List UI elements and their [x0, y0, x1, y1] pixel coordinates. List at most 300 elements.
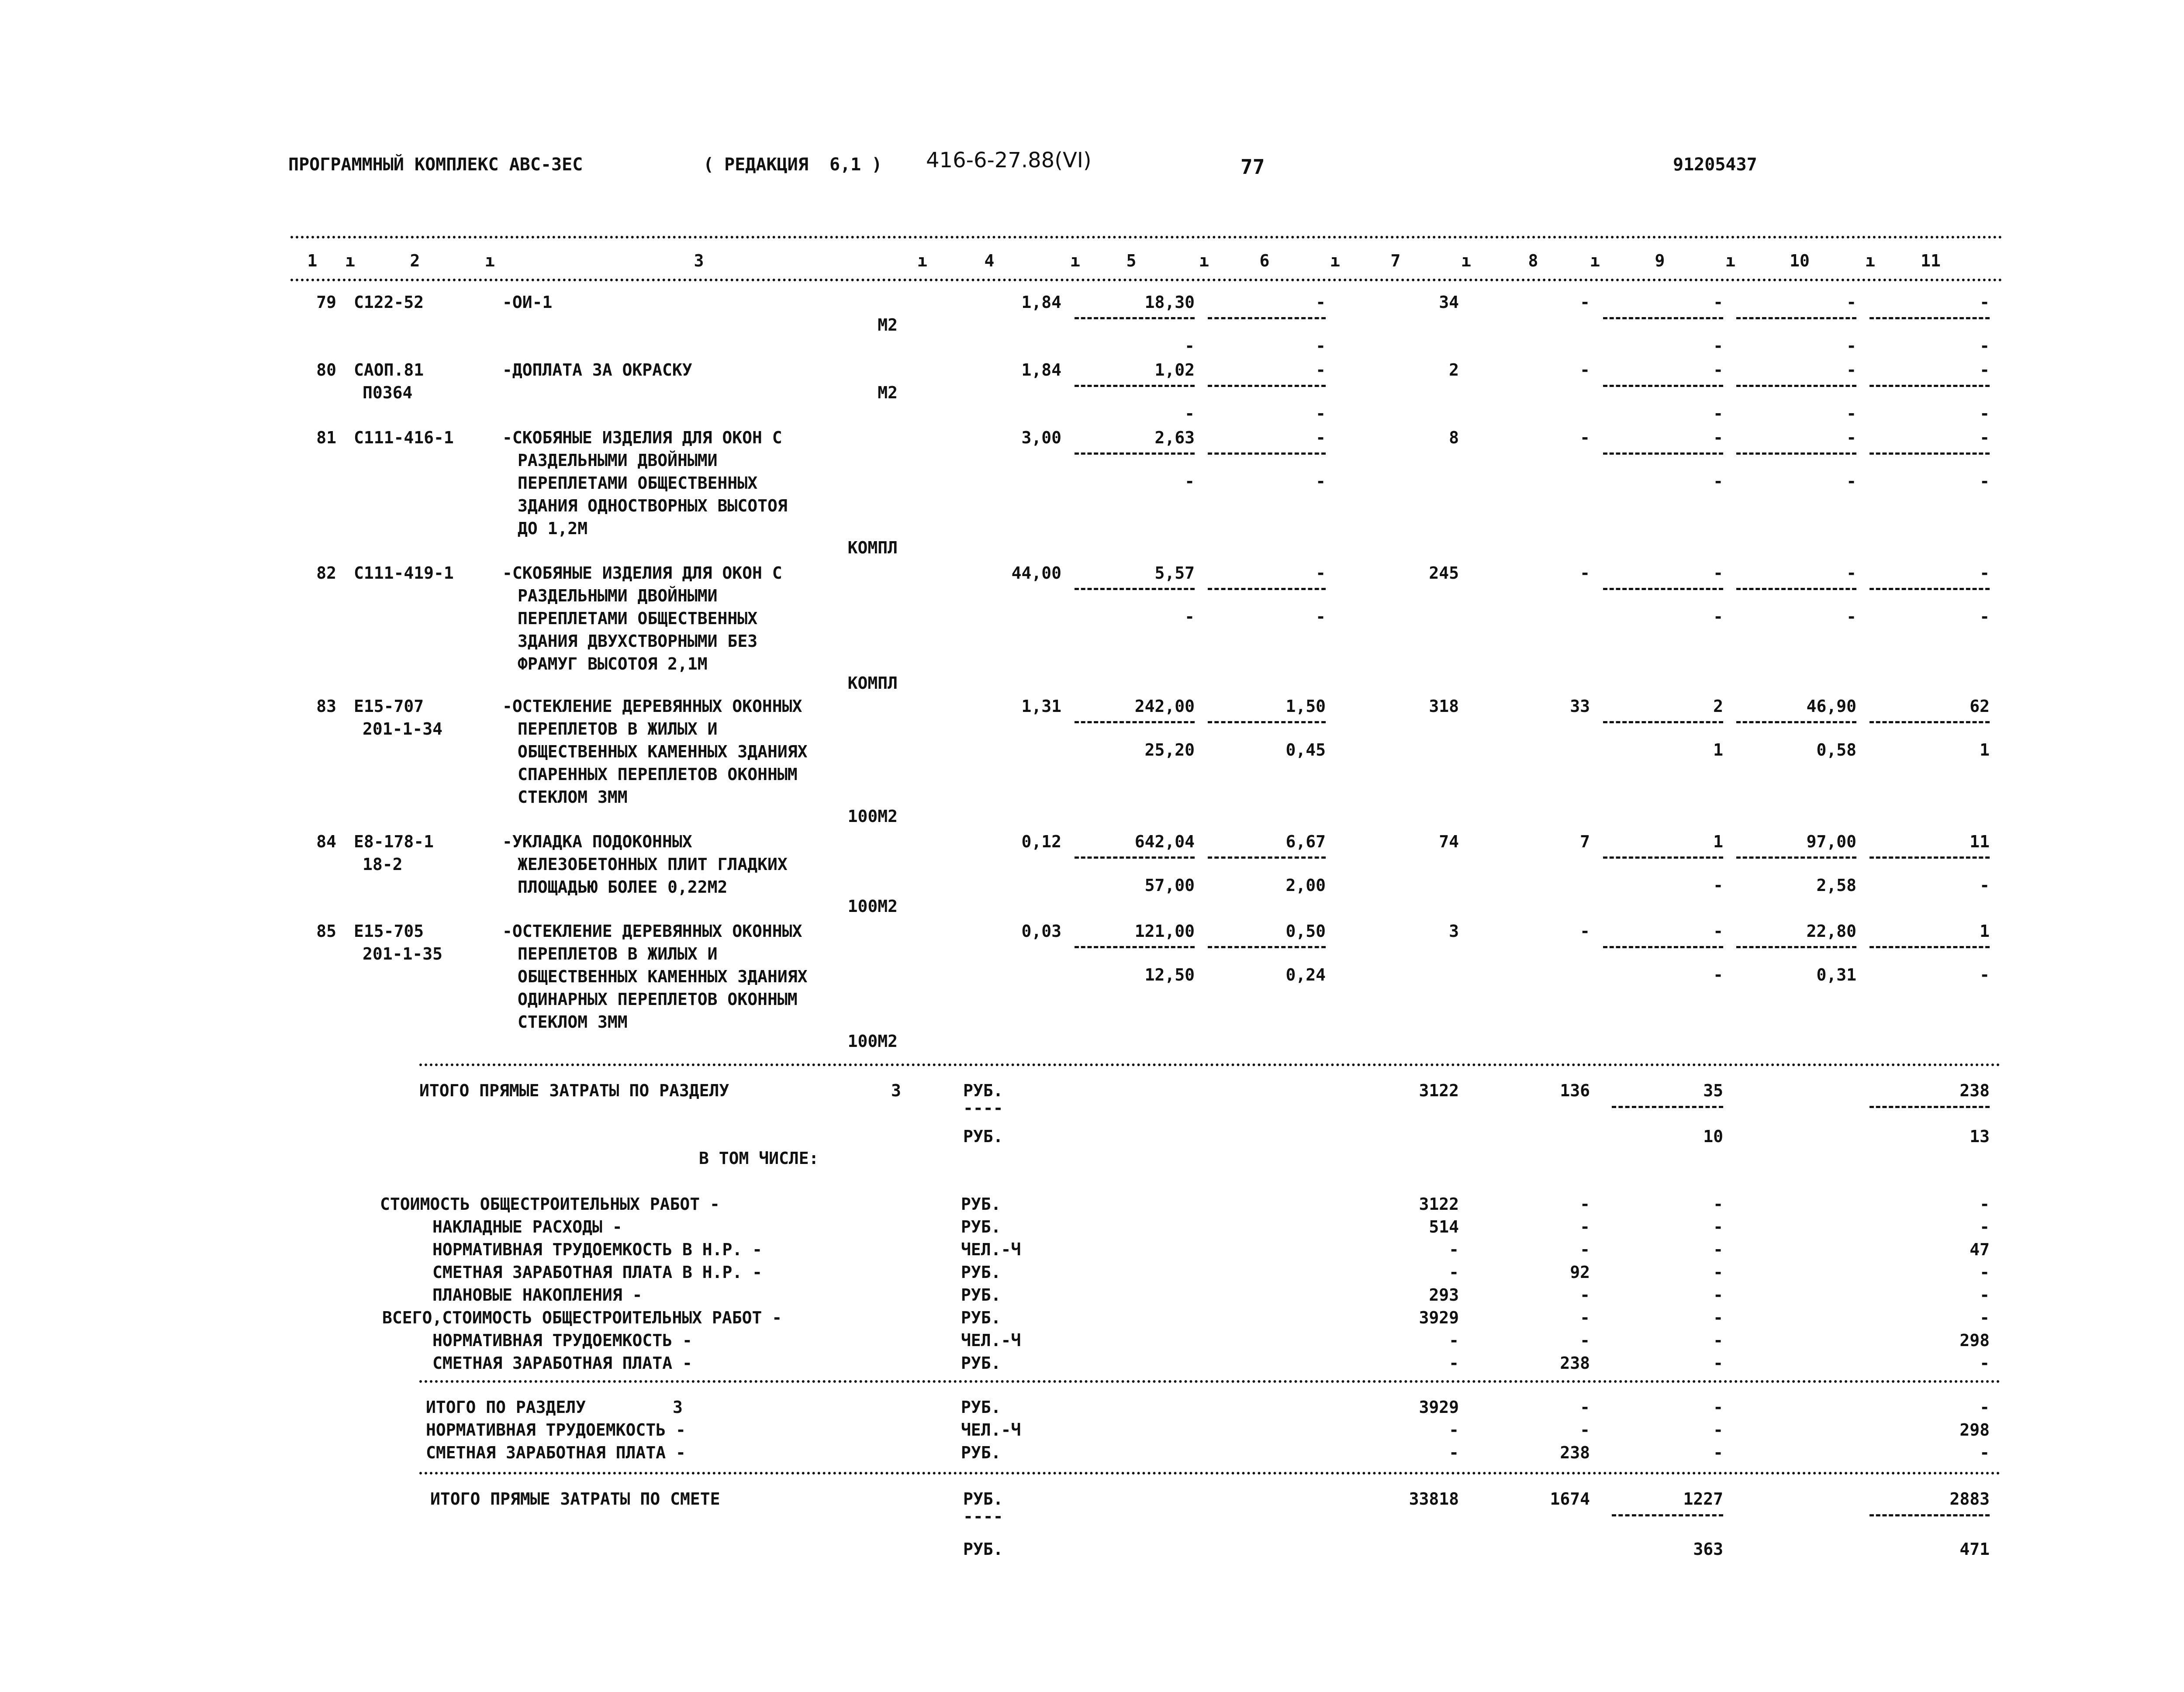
secondary-value-col-9: - [1713, 607, 1723, 626]
item-number: 81 [316, 428, 336, 447]
breakdown-col-9: - [1713, 1195, 1723, 1214]
value-col-9: - [1713, 563, 1723, 583]
breakdown-label: НОРМАТИВНАЯ ТРУДОЕМКОСТЬ - [432, 1331, 692, 1350]
section-total-col-9-secondary: 10 [1703, 1127, 1723, 1146]
item-description-line: СТЕКЛОМ 3ММ [518, 1012, 628, 1032]
breakdown-col-11: - [1980, 1354, 1990, 1373]
item-description-line: ПЛОЩАДЬЮ БОЛЕЕ 0,22М2 [518, 877, 728, 897]
item-code-2: 18-2 [363, 855, 403, 874]
value-separator [1075, 317, 1195, 319]
item-description-line: -ОСТЕКЛЕНИЕ ДЕРЕВЯННЫХ ОКОННЫХ [502, 697, 802, 716]
item-description-line: ОДИНАРНЫХ ПЕРЕПЛЕТОВ ОКОННЫМ [518, 990, 798, 1009]
section-summary-col-8: - [1580, 1420, 1590, 1440]
item-code: Е15-707 [354, 697, 424, 716]
item-description-line: РАЗДЕЛЬНЫМИ ДВОЙНЫМИ [518, 586, 718, 605]
secondary-value-col-10: - [1846, 404, 1856, 423]
estimate-total-col-9-secondary: 363 [1693, 1540, 1723, 1559]
value-col-4: 1,84 [1021, 293, 1061, 312]
estimate-total-separator-11 [1870, 1514, 1990, 1516]
breakdown-col-7: 3929 [1419, 1308, 1459, 1327]
page-number: 77 [1241, 155, 1265, 179]
estimate-total-separator-9 [1612, 1514, 1723, 1516]
item-description-line: ОБЩЕСТВЕННЫХ КАМЕННЫХ ЗДАНИЯХ [518, 742, 808, 761]
item-description-line: -УКЛАДКА ПОДОКОННЫХ [502, 832, 692, 851]
value-col-10: - [1846, 563, 1856, 583]
value-col-4: 44,00 [1011, 563, 1061, 583]
item-unit: М2 [878, 383, 898, 402]
column-number-1: 1 [307, 251, 318, 270]
item-code-2: 201-1-35 [363, 944, 443, 963]
item-description-line: ОБЩЕСТВЕННЫХ КАМЕННЫХ ЗДАНИЯХ [518, 967, 808, 986]
breakdown-label: СТОИМОСТЬ ОБЩЕСТРОИТЕЛЬНЫХ РАБОТ - [380, 1195, 720, 1214]
value-col-8: - [1580, 922, 1590, 941]
value-col-10: - [1846, 293, 1856, 312]
section-total-separator-11 [1870, 1106, 1990, 1108]
item-number: 80 [316, 360, 336, 380]
section-summary-label: НОРМАТИВНАЯ ТРУДОЕМКОСТЬ - [426, 1420, 686, 1440]
secondary-value-col-11: - [1980, 607, 1990, 626]
column-separator: ı [1590, 251, 1600, 270]
item-code: С111-416-1 [354, 428, 454, 447]
column-number-6: 6 [1259, 251, 1270, 270]
value-col-6: - [1316, 360, 1326, 380]
value-separator [1603, 317, 1723, 319]
value-col-5: 2,63 [1154, 428, 1195, 447]
estimate-total-col-7: 33818 [1409, 1489, 1459, 1509]
breakdown-col-11: - [1980, 1217, 1990, 1236]
breakdown-col-8: - [1580, 1308, 1590, 1327]
section-summary-col-8: 238 [1560, 1443, 1590, 1462]
value-col-5: 18,30 [1144, 293, 1195, 312]
value-separator [1603, 385, 1723, 387]
value-col-8: - [1580, 360, 1590, 380]
value-col-5: 121,00 [1134, 922, 1195, 941]
value-separator [1603, 856, 1723, 859]
value-separator [1870, 856, 1990, 859]
section-summary-col-11: 298 [1959, 1420, 1990, 1440]
breakdown-col-8: - [1580, 1285, 1590, 1305]
value-separator [1736, 317, 1856, 319]
value-col-4: 0,12 [1021, 832, 1061, 851]
breakdown-col-11: - [1980, 1285, 1990, 1305]
item-unit: 100М2 [847, 897, 898, 916]
section-total-separator-9 [1612, 1106, 1723, 1108]
rule-before-section-total [419, 1064, 2001, 1066]
breakdown-col-9: - [1713, 1240, 1723, 1259]
value-separator [1208, 856, 1326, 859]
item-unit: М2 [878, 315, 898, 335]
breakdown-unit: РУБ. [961, 1195, 1001, 1214]
section-summary-col-7: - [1449, 1443, 1459, 1462]
item-code-2: 201-1-34 [363, 719, 443, 739]
section-total-number: 3 [891, 1081, 901, 1100]
secondary-value-col-9: - [1713, 336, 1723, 356]
column-number-5: 5 [1126, 251, 1137, 270]
estimate-total-label: ИТОГО ПРЯМЫЕ ЗАТРАТЫ ПО СМЕТЕ [430, 1489, 720, 1509]
header-rule-bottom [290, 279, 2003, 281]
value-col-6: 0,50 [1286, 922, 1326, 941]
breakdown-unit: РУБ. [961, 1308, 1001, 1327]
value-col-7: 245 [1429, 563, 1459, 583]
secondary-value-col-6: 2,00 [1286, 876, 1326, 895]
breakdown-label: НОРМАТИВНАЯ ТРУДОЕМКОСТЬ В Н.Р. - [432, 1240, 762, 1259]
secondary-value-col-9: - [1713, 472, 1723, 491]
item-description-line: ФРАМУГ ВЫСОТОЯ 2,1М [518, 654, 708, 673]
value-separator [1736, 856, 1856, 859]
value-col-6: - [1316, 293, 1326, 312]
value-separator [1736, 588, 1856, 590]
breakdown-label: СМЕТНАЯ ЗАРАБОТНАЯ ПЛАТА - [432, 1354, 692, 1373]
value-col-8: 7 [1580, 832, 1590, 851]
value-col-6: - [1316, 428, 1326, 447]
section-summary-col-11: - [1980, 1398, 1990, 1417]
breakdown-unit: РУБ. [961, 1217, 1001, 1236]
item-unit: 100М2 [847, 807, 898, 826]
value-col-11: - [1980, 428, 1990, 447]
value-separator [1208, 588, 1326, 590]
estimate-total-unit: РУБ. [963, 1489, 1003, 1509]
secondary-value-col-11: - [1980, 472, 1990, 491]
column-separator: ı [485, 251, 495, 270]
secondary-value-col-10: - [1846, 607, 1856, 626]
value-separator [1870, 588, 1990, 590]
value-col-11: - [1980, 563, 1990, 583]
value-separator [1603, 452, 1723, 455]
section-total-dashes: ---- [963, 1098, 1003, 1118]
estimate-total-col-11: 2883 [1949, 1489, 1990, 1509]
secondary-value-col-5: 12,50 [1144, 965, 1195, 984]
breakdown-col-8: 238 [1560, 1354, 1590, 1373]
edition-label: ( РЕДАКЦИЯ 6,1 ) [703, 155, 882, 175]
value-col-4: 0,03 [1021, 922, 1061, 941]
breakdown-col-11: 298 [1959, 1331, 1990, 1350]
breakdown-col-7: 514 [1429, 1217, 1459, 1236]
section-summary-col-9: - [1713, 1420, 1723, 1440]
secondary-value-col-5: - [1185, 404, 1195, 423]
section-summary-col-7: - [1449, 1420, 1459, 1440]
item-description-line: ПЕРЕПЛЕТАМИ ОБЩЕСТВЕННЫХ [518, 473, 758, 493]
value-col-11: 1 [1980, 922, 1990, 941]
breakdown-col-7: - [1449, 1263, 1459, 1282]
estimate-total-dashes: ---- [963, 1507, 1003, 1526]
section-summary-label: ИТОГО ПО РАЗДЕЛУ [426, 1398, 586, 1417]
value-col-9: - [1713, 293, 1723, 312]
value-col-9: - [1713, 922, 1723, 941]
section-summary-unit: РУБ. [961, 1443, 1001, 1462]
value-separator [1736, 721, 1856, 723]
column-number-8: 8 [1528, 251, 1538, 270]
breakdown-col-7: - [1449, 1240, 1459, 1259]
secondary-value-col-11: - [1980, 965, 1990, 984]
value-separator [1075, 588, 1195, 590]
rule-before-section-summary [419, 1380, 2001, 1383]
breakdown-unit: РУБ. [961, 1285, 1001, 1305]
secondary-value-col-5: - [1185, 336, 1195, 356]
estimate-total-col-8: 1674 [1550, 1489, 1590, 1509]
breakdown-col-11: - [1980, 1308, 1990, 1327]
section-total-col-7: 3122 [1419, 1081, 1459, 1100]
value-separator [1736, 946, 1856, 948]
breakdown-col-11: - [1980, 1195, 1990, 1214]
value-separator [1736, 385, 1856, 387]
value-separator [1870, 317, 1990, 319]
section-summary-col-8: - [1580, 1398, 1590, 1417]
value-col-9: 1 [1713, 832, 1723, 851]
column-separator: ı [1199, 251, 1209, 270]
value-col-8: - [1580, 563, 1590, 583]
column-separator: ı [345, 251, 355, 270]
value-col-4: 1,31 [1021, 697, 1061, 716]
value-col-7: 8 [1449, 428, 1459, 447]
section-summary-col-9: - [1713, 1443, 1723, 1462]
column-number-9: 9 [1655, 251, 1665, 270]
value-col-5: 1,02 [1154, 360, 1195, 380]
secondary-value-col-10: - [1846, 336, 1856, 356]
value-col-4: 1,84 [1021, 360, 1061, 380]
value-col-9: - [1713, 360, 1723, 380]
header-rule-top [290, 236, 2003, 238]
value-col-8: - [1580, 428, 1590, 447]
item-number: 82 [316, 563, 336, 583]
secondary-value-col-9: - [1713, 965, 1723, 984]
item-description-line: -СКОБЯНЫЕ ИЗДЕЛИЯ ДЛЯ ОКОН С [502, 563, 782, 583]
breakdown-col-8: - [1580, 1195, 1590, 1214]
value-separator [1603, 721, 1723, 723]
item-description-line: -ОИ-1 [502, 293, 553, 312]
section-total-label: ИТОГО ПРЯМЫЕ ЗАТРАТЫ ПО РАЗДЕЛУ [419, 1081, 729, 1100]
estimate-total-unit-2: РУБ. [963, 1540, 1003, 1559]
handwritten-doc-code: 416-6-27.88(VI) [926, 148, 1092, 173]
value-col-11: - [1980, 360, 1990, 380]
estimate-total-col-9: 1227 [1683, 1489, 1723, 1509]
estimate-total-col-11-secondary: 471 [1959, 1540, 1990, 1559]
breakdown-col-9: - [1713, 1308, 1723, 1327]
column-number-3: 3 [694, 251, 704, 270]
breakdown-unit: ЧЕЛ.-Ч [961, 1331, 1021, 1350]
secondary-value-col-10: 0,31 [1816, 965, 1856, 984]
column-separator: ı [1330, 251, 1340, 270]
breakdown-col-8: - [1580, 1217, 1590, 1236]
item-code: С122-52 [354, 293, 424, 312]
value-col-7: 2 [1449, 360, 1459, 380]
section-summary-unit: РУБ. [961, 1398, 1001, 1417]
value-separator [1603, 588, 1723, 590]
value-col-7: 3 [1449, 922, 1459, 941]
value-col-9: - [1713, 428, 1723, 447]
item-description-line: РАЗДЕЛЬНЫМИ ДВОЙНЫМИ [518, 451, 718, 470]
item-number: 79 [316, 293, 336, 312]
document-id: 91205437 [1673, 155, 1757, 175]
secondary-value-col-10: 2,58 [1816, 876, 1856, 895]
breakdown-col-11: - [1980, 1263, 1990, 1282]
breakdown-col-7: - [1449, 1354, 1459, 1373]
value-col-6: 1,50 [1286, 697, 1326, 716]
section-summary-label: СМЕТНАЯ ЗАРАБОТНАЯ ПЛАТА - [426, 1443, 686, 1462]
breakdown-unit: РУБ. [961, 1263, 1001, 1282]
secondary-value-col-9: - [1713, 404, 1723, 423]
value-col-10: - [1846, 428, 1856, 447]
item-description-line: -СКОБЯНЫЕ ИЗДЕЛИЯ ДЛЯ ОКОН С [502, 428, 782, 447]
value-col-4: 3,00 [1021, 428, 1061, 447]
value-col-10: 46,90 [1806, 697, 1856, 716]
item-code: С111-419-1 [354, 563, 454, 583]
item-unit: КОМПЛ [847, 673, 898, 693]
item-description-line: -ДОПЛАТА ЗА ОКРАСКУ [502, 360, 692, 380]
column-separator: ı [1461, 251, 1471, 270]
value-col-6: 6,67 [1286, 832, 1326, 851]
item-description-line: ПЕРЕПЛЕТОВ В ЖИЛЫХ И [518, 719, 718, 739]
value-separator [1870, 385, 1990, 387]
breakdown-label: ПЛАНОВЫЕ НАКОПЛЕНИЯ - [432, 1285, 643, 1305]
secondary-value-col-11: - [1980, 404, 1990, 423]
secondary-value-col-9: 1 [1713, 740, 1723, 760]
value-separator [1075, 385, 1195, 387]
item-number: 83 [316, 697, 336, 716]
section-summary-col-9: - [1713, 1398, 1723, 1417]
breakdown-unit: РУБ. [961, 1354, 1001, 1373]
item-description-line: ПЕРЕПЛЕТАМИ ОБЩЕСТВЕННЫХ [518, 609, 758, 628]
secondary-value-col-10: - [1846, 472, 1856, 491]
value-separator [1075, 856, 1195, 859]
value-col-5: 5,57 [1154, 563, 1195, 583]
value-separator [1870, 721, 1990, 723]
value-separator [1075, 452, 1195, 455]
item-code-2: П0364 [363, 383, 413, 402]
column-number-10: 10 [1790, 251, 1810, 270]
column-separator: ı [1865, 251, 1875, 270]
item-description-line: ЗДАНИЯ ОДНОСТВОРНЫХ ВЫСОТОЯ [518, 496, 788, 515]
item-code: Е8-178-1 [354, 832, 434, 851]
value-separator [1208, 385, 1326, 387]
item-number: 85 [316, 922, 336, 941]
item-description-line: ДО 1,2М [518, 519, 588, 538]
value-col-10: 97,00 [1806, 832, 1856, 851]
value-col-9: 2 [1713, 697, 1723, 716]
section-total-unit: РУБ. [963, 1081, 1003, 1100]
breakdown-col-7: - [1449, 1331, 1459, 1350]
item-description-line: -ОСТЕКЛЕНИЕ ДЕРЕВЯННЫХ ОКОННЫХ [502, 922, 802, 941]
item-unit: КОМПЛ [847, 538, 898, 557]
secondary-value-col-11: - [1980, 336, 1990, 356]
column-number-4: 4 [984, 251, 995, 270]
secondary-value-col-6: - [1316, 472, 1326, 491]
breakdown-label: СМЕТНАЯ ЗАРАБОТНАЯ ПЛАТА В Н.Р. - [432, 1263, 762, 1282]
column-number-7: 7 [1390, 251, 1401, 270]
value-separator [1603, 946, 1723, 948]
value-col-5: 242,00 [1134, 697, 1195, 716]
value-col-10: 22,80 [1806, 922, 1856, 941]
breakdown-col-11: 47 [1970, 1240, 1990, 1259]
item-code: Е15-705 [354, 922, 424, 941]
secondary-value-col-11: 1 [1980, 740, 1990, 760]
including-label: В ТОМ ЧИСЛЕ: [699, 1149, 819, 1168]
breakdown-col-8: - [1580, 1331, 1590, 1350]
value-separator [1208, 721, 1326, 723]
secondary-value-col-9: - [1713, 876, 1723, 895]
section-total-col-11: 238 [1959, 1081, 1990, 1100]
value-separator [1736, 452, 1856, 455]
program-name: ПРОГРАММНЫЙ КОМПЛЕКС АВС-ЗЕС [288, 155, 583, 175]
value-col-11: 11 [1970, 832, 1990, 851]
breakdown-col-9: - [1713, 1285, 1723, 1305]
breakdown-label: ВСЕГО,СТОИМОСТЬ ОБЩЕСТРОИТЕЛЬНЫХ РАБОТ - [382, 1308, 782, 1327]
value-col-8: 33 [1570, 697, 1590, 716]
secondary-value-col-5: 25,20 [1144, 740, 1195, 760]
value-col-11: 62 [1970, 697, 1990, 716]
breakdown-col-9: - [1713, 1217, 1723, 1236]
value-col-11: - [1980, 293, 1990, 312]
breakdown-unit: ЧЕЛ.-Ч [961, 1240, 1021, 1259]
section-total-col-8: 136 [1560, 1081, 1590, 1100]
item-description-line: ЗДАНИЯ ДВУХСТВОРНЫМИ БЕЗ [518, 632, 758, 651]
secondary-value-col-5: - [1185, 607, 1195, 626]
secondary-value-col-5: 57,00 [1144, 876, 1195, 895]
secondary-value-col-6: - [1316, 336, 1326, 356]
item-number: 84 [316, 832, 336, 851]
breakdown-col-9: - [1713, 1331, 1723, 1350]
section-total-unit-2: РУБ. [963, 1127, 1003, 1146]
column-separator: ı [1725, 251, 1735, 270]
section-summary-col-7: 3929 [1419, 1398, 1459, 1417]
value-separator [1075, 721, 1195, 723]
secondary-value-col-6: 0,24 [1286, 965, 1326, 984]
item-description-line: СТЕКЛОМ 3ММ [518, 787, 628, 807]
section-total-col-9: 35 [1703, 1081, 1723, 1100]
item-description-line: СПАРЕННЫХ ПЕРЕПЛЕТОВ ОКОННЫМ [518, 765, 798, 784]
breakdown-col-7: 3122 [1419, 1195, 1459, 1214]
section-summary-number: 3 [673, 1398, 683, 1417]
value-col-10: - [1846, 360, 1856, 380]
value-col-5: 642,04 [1134, 832, 1195, 851]
section-total-col-11-secondary: 13 [1970, 1127, 1990, 1146]
section-summary-unit: ЧЕЛ.-Ч [961, 1420, 1021, 1440]
secondary-value-col-6: 0,45 [1286, 740, 1326, 760]
item-description-line: ПЕРЕПЛЕТОВ В ЖИЛЫХ И [518, 944, 718, 963]
value-col-6: - [1316, 563, 1326, 583]
secondary-value-col-10: 0,58 [1816, 740, 1856, 760]
column-number-11: 11 [1921, 251, 1941, 270]
secondary-value-col-5: - [1185, 472, 1195, 491]
value-separator [1075, 946, 1195, 948]
breakdown-col-7: 293 [1429, 1285, 1459, 1305]
secondary-value-col-11: - [1980, 876, 1990, 895]
breakdown-col-9: - [1713, 1263, 1723, 1282]
breakdown-col-8: - [1580, 1240, 1590, 1259]
item-unit: 100М2 [847, 1032, 898, 1051]
secondary-value-col-6: - [1316, 607, 1326, 626]
breakdown-col-8: 92 [1570, 1263, 1590, 1282]
value-col-7: 74 [1439, 832, 1459, 851]
value-separator [1208, 452, 1326, 455]
secondary-value-col-6: - [1316, 404, 1326, 423]
value-separator [1870, 452, 1990, 455]
breakdown-label: НАКЛАДНЫЕ РАСХОДЫ - [432, 1217, 622, 1236]
section-summary-col-11: - [1980, 1443, 1990, 1462]
rule-before-estimate-total [419, 1472, 2001, 1474]
value-separator [1208, 317, 1326, 319]
column-number-2: 2 [410, 251, 420, 270]
column-separator: ı [917, 251, 927, 270]
item-code: САОП.81 [354, 360, 424, 380]
column-separator: ı [1070, 251, 1080, 270]
item-description-line: ЖЕЛЕЗОБЕТОННЫХ ПЛИТ ГЛАДКИХ [518, 855, 788, 874]
value-col-8: - [1580, 293, 1590, 312]
value-col-7: 318 [1429, 697, 1459, 716]
value-col-7: 34 [1439, 293, 1459, 312]
breakdown-col-9: - [1713, 1354, 1723, 1373]
value-separator [1870, 946, 1990, 948]
value-separator [1208, 946, 1326, 948]
